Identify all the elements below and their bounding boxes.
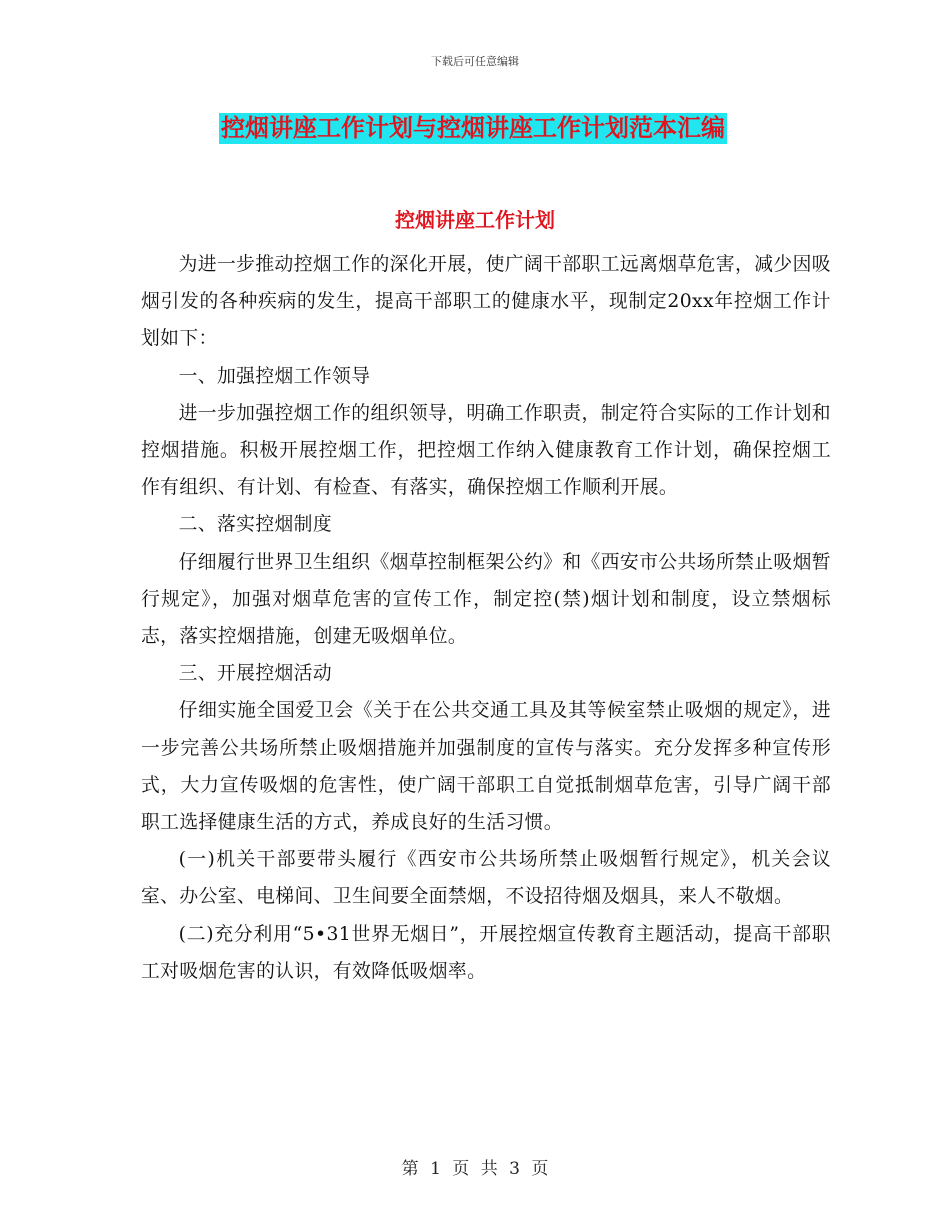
page-number-footer: 第 1 页 共 3 页	[401, 1159, 549, 1179]
paragraph-3: 仔细实施全国爱卫会《关于在公共交通工具及其等候室禁止吸烟的规定》，进一步完善公共场所禁止吸烟措施并加强制度的宣传与落实。充分发挥多种宣传形式，大力宣传吸烟的危害性，使广阔干部职工自觉抵制烟草危害，引导广阔干部职工选择健康生活的方式，养成良好的生活习惯。	[141, 700, 831, 834]
paragraph-1: 进一步加强控烟工作的组织领导，明确工作职责，制定符合实际的工作计划和控烟措施。积极开展控烟工作，把控烟工作纳入健康教育工作计划，确保控烟工作有组织、有计划、有检查、有落实，确保控烟工作顺利开展。	[141, 402, 831, 499]
sub-item-1: (一)机关干部要带头履行《西安市公共场所禁止吸烟暂行规定》，机关会议室、办公室、电梯间、卫生间要全面禁烟，不设招待烟及烟具，来人不敬烟。	[141, 849, 831, 908]
section-heading-2: 二、落实控烟制度	[178, 514, 333, 536]
document-title: 控烟讲座工作计划与控烟讲座工作计划范本汇编	[221, 114, 725, 142]
header-note: 下载后可任意编辑	[431, 55, 519, 68]
section-heading-1: 一、加强控烟工作领导	[178, 365, 371, 387]
paragraph-2: 仔细履行世界卫生组织《烟草控制框架公约》和《西安市公共场所禁止吸烟暂行规定》，加强对烟草危害的宣传工作，制定控(禁)烟计划和制度，设立禁烟标志，落实控烟措施，创建无吸烟单位。	[141, 551, 831, 648]
section-title: 控烟讲座工作计划	[395, 208, 555, 232]
document-body	[141, 246, 831, 990]
section-heading-3: 三、开展控烟活动	[178, 663, 333, 685]
sub-item-2: (二)充分利用“5•31世界无烟日”，开展控烟宣传教育主题活动，提高干部职工对吸烟危害的认识，有效降低吸烟率。	[141, 923, 831, 982]
intro-paragraph: 为进一步推动控烟工作的深化开展，使广阔干部职工远离烟草危害，减少因吸烟引发的各种疾病的发生，提高干部职工的健康水平，现制定20xx年控烟工作计划如下：	[141, 254, 831, 350]
